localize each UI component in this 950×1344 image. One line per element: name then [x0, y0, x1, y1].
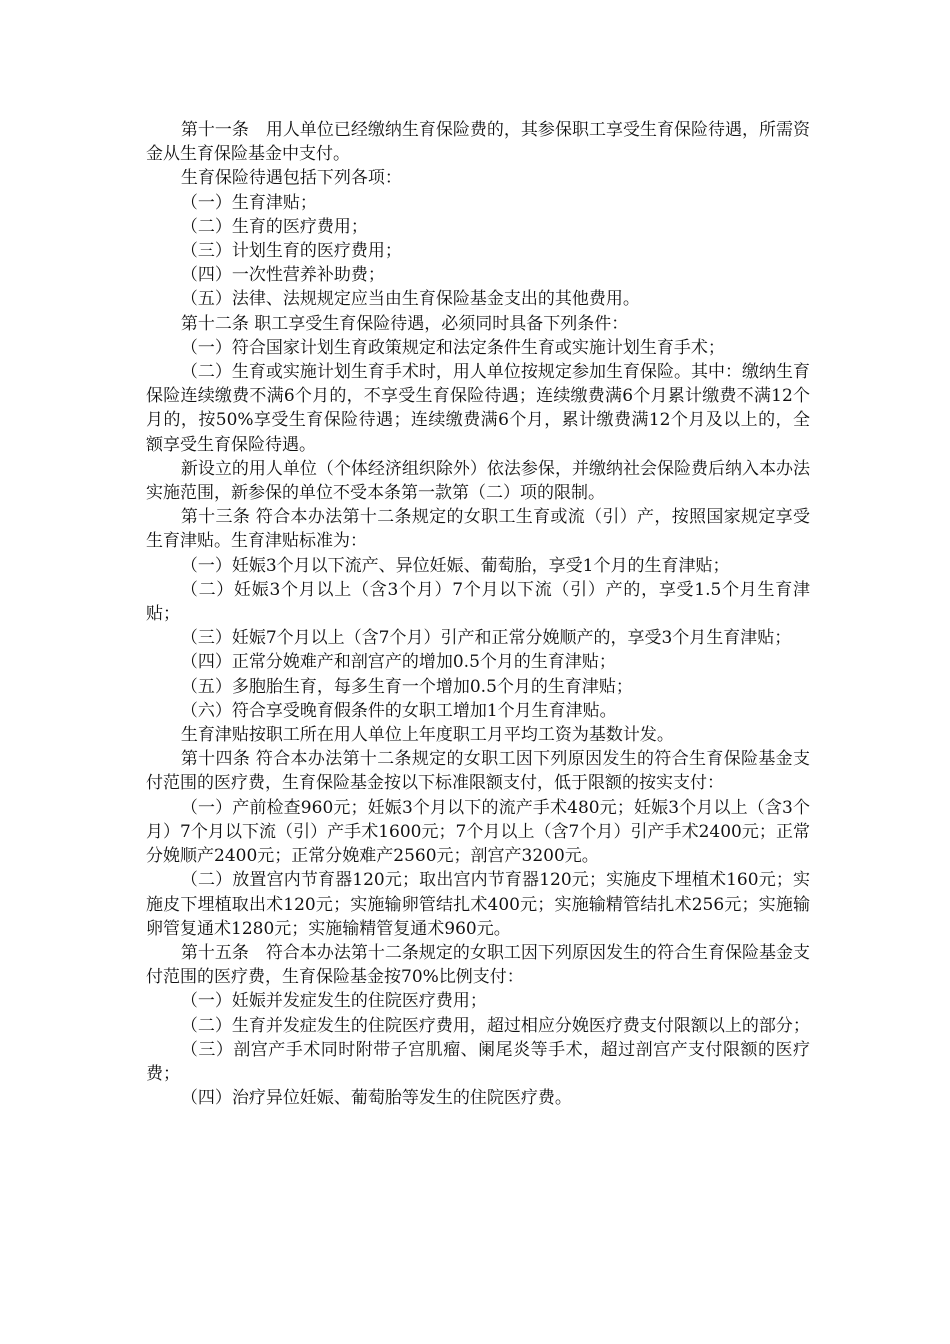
paragraph-allowance-2: （二）妊娠3个月以上（含3个月）7个月以下流（引）产的，享受1.5个月生育津贴；	[146, 579, 810, 625]
paragraph-new-employer: 新设立的用人单位（个体经济组织除外）依法参保，并缴纳社会保险费后纳入本办法实施范围，新参保的单位不受本条第一款第（二）项的限制。	[146, 458, 810, 504]
document-body	[146, 118, 810, 1110]
paragraph-allowance-1: （一）妊娠3个月以下流产、异位妊娠、葡萄胎，享受1个月的生育津贴；	[180, 555, 730, 576]
paragraph-benefit-item-5: （五）法律、法规规定应当由生育保险基金支出的其他费用。	[180, 289, 640, 310]
paragraph-condition-2: （二）生育或实施计划生育手术时，用人单位按规定参加生育保险。其中：缴纳生育保险连续缴费不满6个月的，不享受生育保险待遇；连续缴费满6个月累计缴费不满12个月的，按50%享受生育保险待遇；连续缴费满6个月，累计缴费满12个月及以上的，全额享受生育保险待遇。	[146, 362, 810, 455]
paragraph-article-14: 第十四条 符合本办法第十二条规定的女职工因下列原因发生的符合生育保险基金支付范围的医疗费，生育保险基金按以下标准限额支付，低于限额的按实支付：	[146, 749, 810, 794]
paragraph-limit-1: （一）产前检查960元；妊娠3个月以下的流产手术480元；妊娠3个月以上（含3个月）7个月以下流（引）产手术1600元；7个月以上（含7个月）引产手术2400元；正常分娩顺产2400元；正常分娩难产2560元；剖宫产3200元。	[146, 797, 810, 867]
paragraph-condition-1: （一）符合国家计划生育政策规定和法定条件生育或实施计划生育手术；	[180, 337, 725, 358]
paragraph-article-12: 第十二条 职工享受生育保险待遇，必须同时具备下列条件：	[180, 313, 629, 334]
paragraph-ratio-4: （四）治疗异位妊娠、葡萄胎等发生的住院医疗费。	[180, 1088, 572, 1109]
paragraph-ratio-3: （三）剖宫产手术同时附带子宫肌瘤、阑尾炎等手术，超过剖宫产支付限额的医疗费；	[146, 1039, 810, 1084]
paragraph-ratio-1: （一）妊娠并发症发生的住院医疗费用；	[180, 991, 487, 1012]
paragraph-ratio-2: （二）生育并发症发生的住院医疗费用，超过相应分娩医疗费支付限额以上的部分；	[180, 1015, 810, 1036]
paragraph-article-13: 第十三条 符合本办法第十二条规定的女职工生育或流（引）产，按照国家规定享受生育津贴。生育津贴标准为：	[146, 507, 810, 552]
paragraph-article-15: 第十五条 符合本办法第十二条规定的女职工因下列原因发生的符合生育保险基金支付范围的医疗费，生育保险基金按70%比例支付：	[146, 942, 810, 988]
paragraph-limit-2: （二）放置宫内节育器120元；取出宫内节育器120元；实施皮下埋植术160元；实施皮下埋植取出术120元；实施输卵管结扎术400元；实施输精管结扎术256元；实施输卵管复通术1280元；实施输精管复通术960元。	[146, 870, 810, 939]
paragraph-allowance-basis: 生育津贴按职工所在用人单位上年度职工月平均工资为基数计发。	[180, 725, 674, 746]
paragraph-article-11: 第十一条 用人单位已经缴纳生育保险费的，其参保职工享受生育保险待遇，所需资金从生育保险基金中支付。	[146, 120, 810, 165]
paragraph-allowance-6: （六）符合享受晚育假条件的女职工增加1个月生育津贴。	[180, 700, 617, 721]
paragraph-allowance-3: （三）妊娠7个月以上（含7个月）引产和正常分娩顺产的，享受3个月生育津贴；	[180, 628, 792, 649]
paragraph-benefit-item-2: （二）生育的医疗费用；	[180, 216, 368, 237]
paragraph-benefit-item-4: （四）一次性营养补助费；	[180, 265, 385, 286]
paragraph-allowance-4: （四）正常分娩难产和剖宫产的增加0.5个月的生育津贴；	[180, 652, 616, 673]
paragraph-benefits-intro: 生育保险待遇包括下列各项：	[180, 168, 402, 189]
paragraph-benefit-item-3: （三）计划生育的医疗费用；	[180, 241, 402, 262]
paragraph-allowance-5: （五）多胞胎生育，每多生育一个增加0.5个月的生育津贴；	[180, 676, 633, 697]
paragraph-benefit-item-1: （一）生育津贴；	[180, 192, 317, 213]
